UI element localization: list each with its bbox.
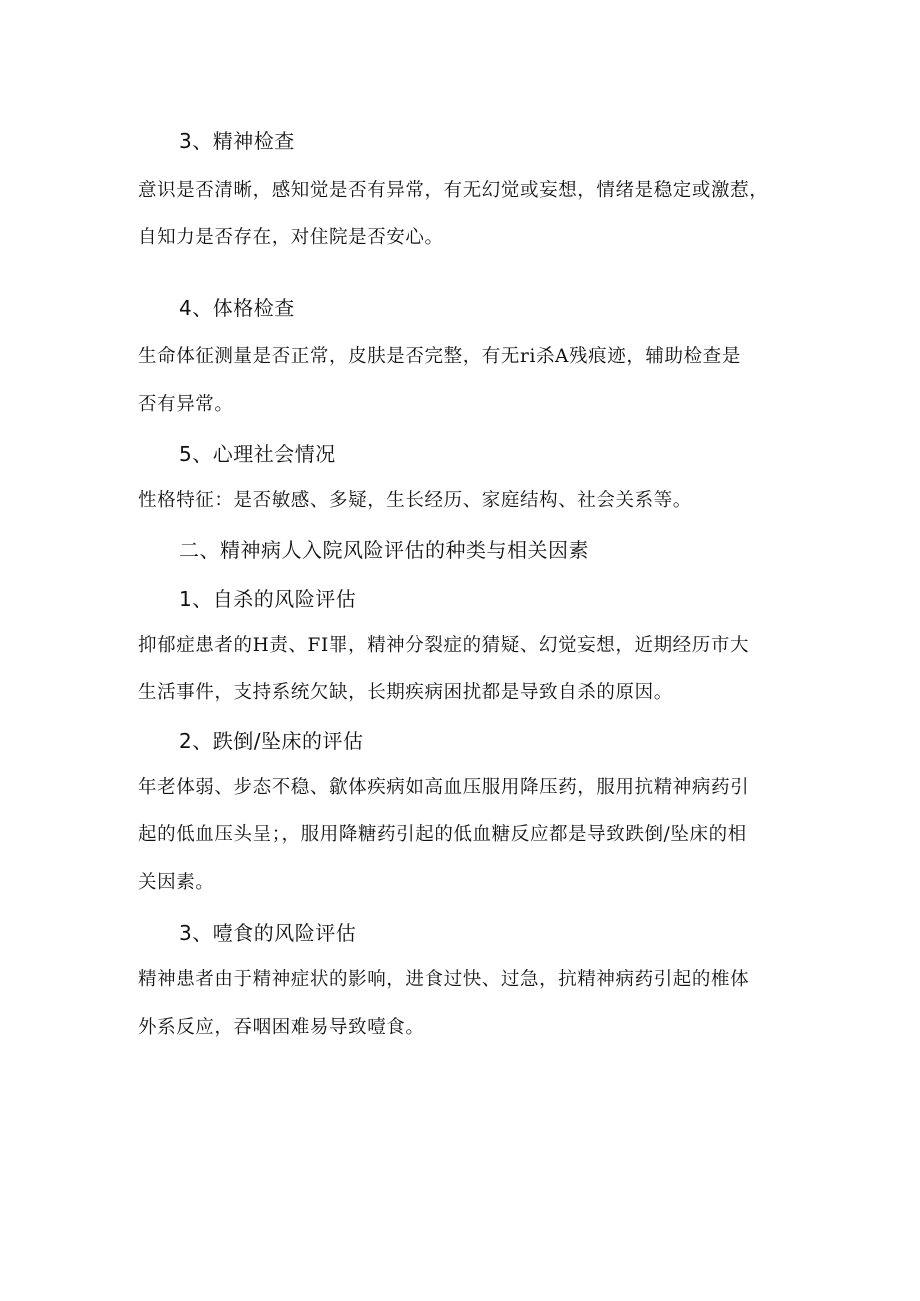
section-heading-fall-risk: 2、跌倒/坠床的评估 [179,729,364,753]
paragraph-line: 抑郁症患者的H责、FI罪，精神分裂症的猜疑、幻觉妄想，近期经历市大 [138,635,750,656]
paragraph-line: 生命体征测量是否正常，皮肤是否完整，有无ri杀A残痕迹，辅助检查是 [138,346,741,367]
section-heading-psychosocial: 5、心理社会情况 [179,442,336,466]
section-heading-physical-exam: 4、体格检查 [179,296,295,320]
paragraph-line: 性格特征：是否敏感、多疑，生长经历、家庭结构、社会关系等。 [138,490,692,511]
paragraph-line: 关因素。 [138,872,215,893]
section-heading-choking-risk: 3、噎食的风险评估 [179,921,357,945]
part-two-title: 二、精神病人入院风险评估的种类与相关因素 [179,538,589,562]
paragraph-line: 精神患者由于精神症状的影响，进食过快、过急，抗精神病药引起的椎体 [138,969,750,990]
section-heading-suicide-risk: 1、自杀的风险评估 [179,587,357,611]
paragraph-line: 起的低血压头呈；，服用降糖药引起的低血糖反应都是导致跌倒/坠床的相 [138,824,747,845]
paragraph-line: 生活事件，支持系统欠缺，长期疾病困扰都是导致自杀的原因。 [138,682,673,703]
paragraph-line: 意识是否清晰，感知觉是否有异常，有无幻觉或妄想，情绪是稳定或激惹， [138,180,769,201]
paragraph-line: 年老体弱、步态不稳、歙体疾病如高血压服用降压药，服用抗精神病药引 [138,777,750,798]
paragraph-line: 自知力是否存在，对住院是否安心。 [138,227,444,248]
section-heading-mental-exam: 3、精神检查 [179,129,295,153]
paragraph-line: 否有异常。 [138,394,234,415]
paragraph-line: 外系反应，吞咽困难易导致噎食。 [138,1017,425,1038]
